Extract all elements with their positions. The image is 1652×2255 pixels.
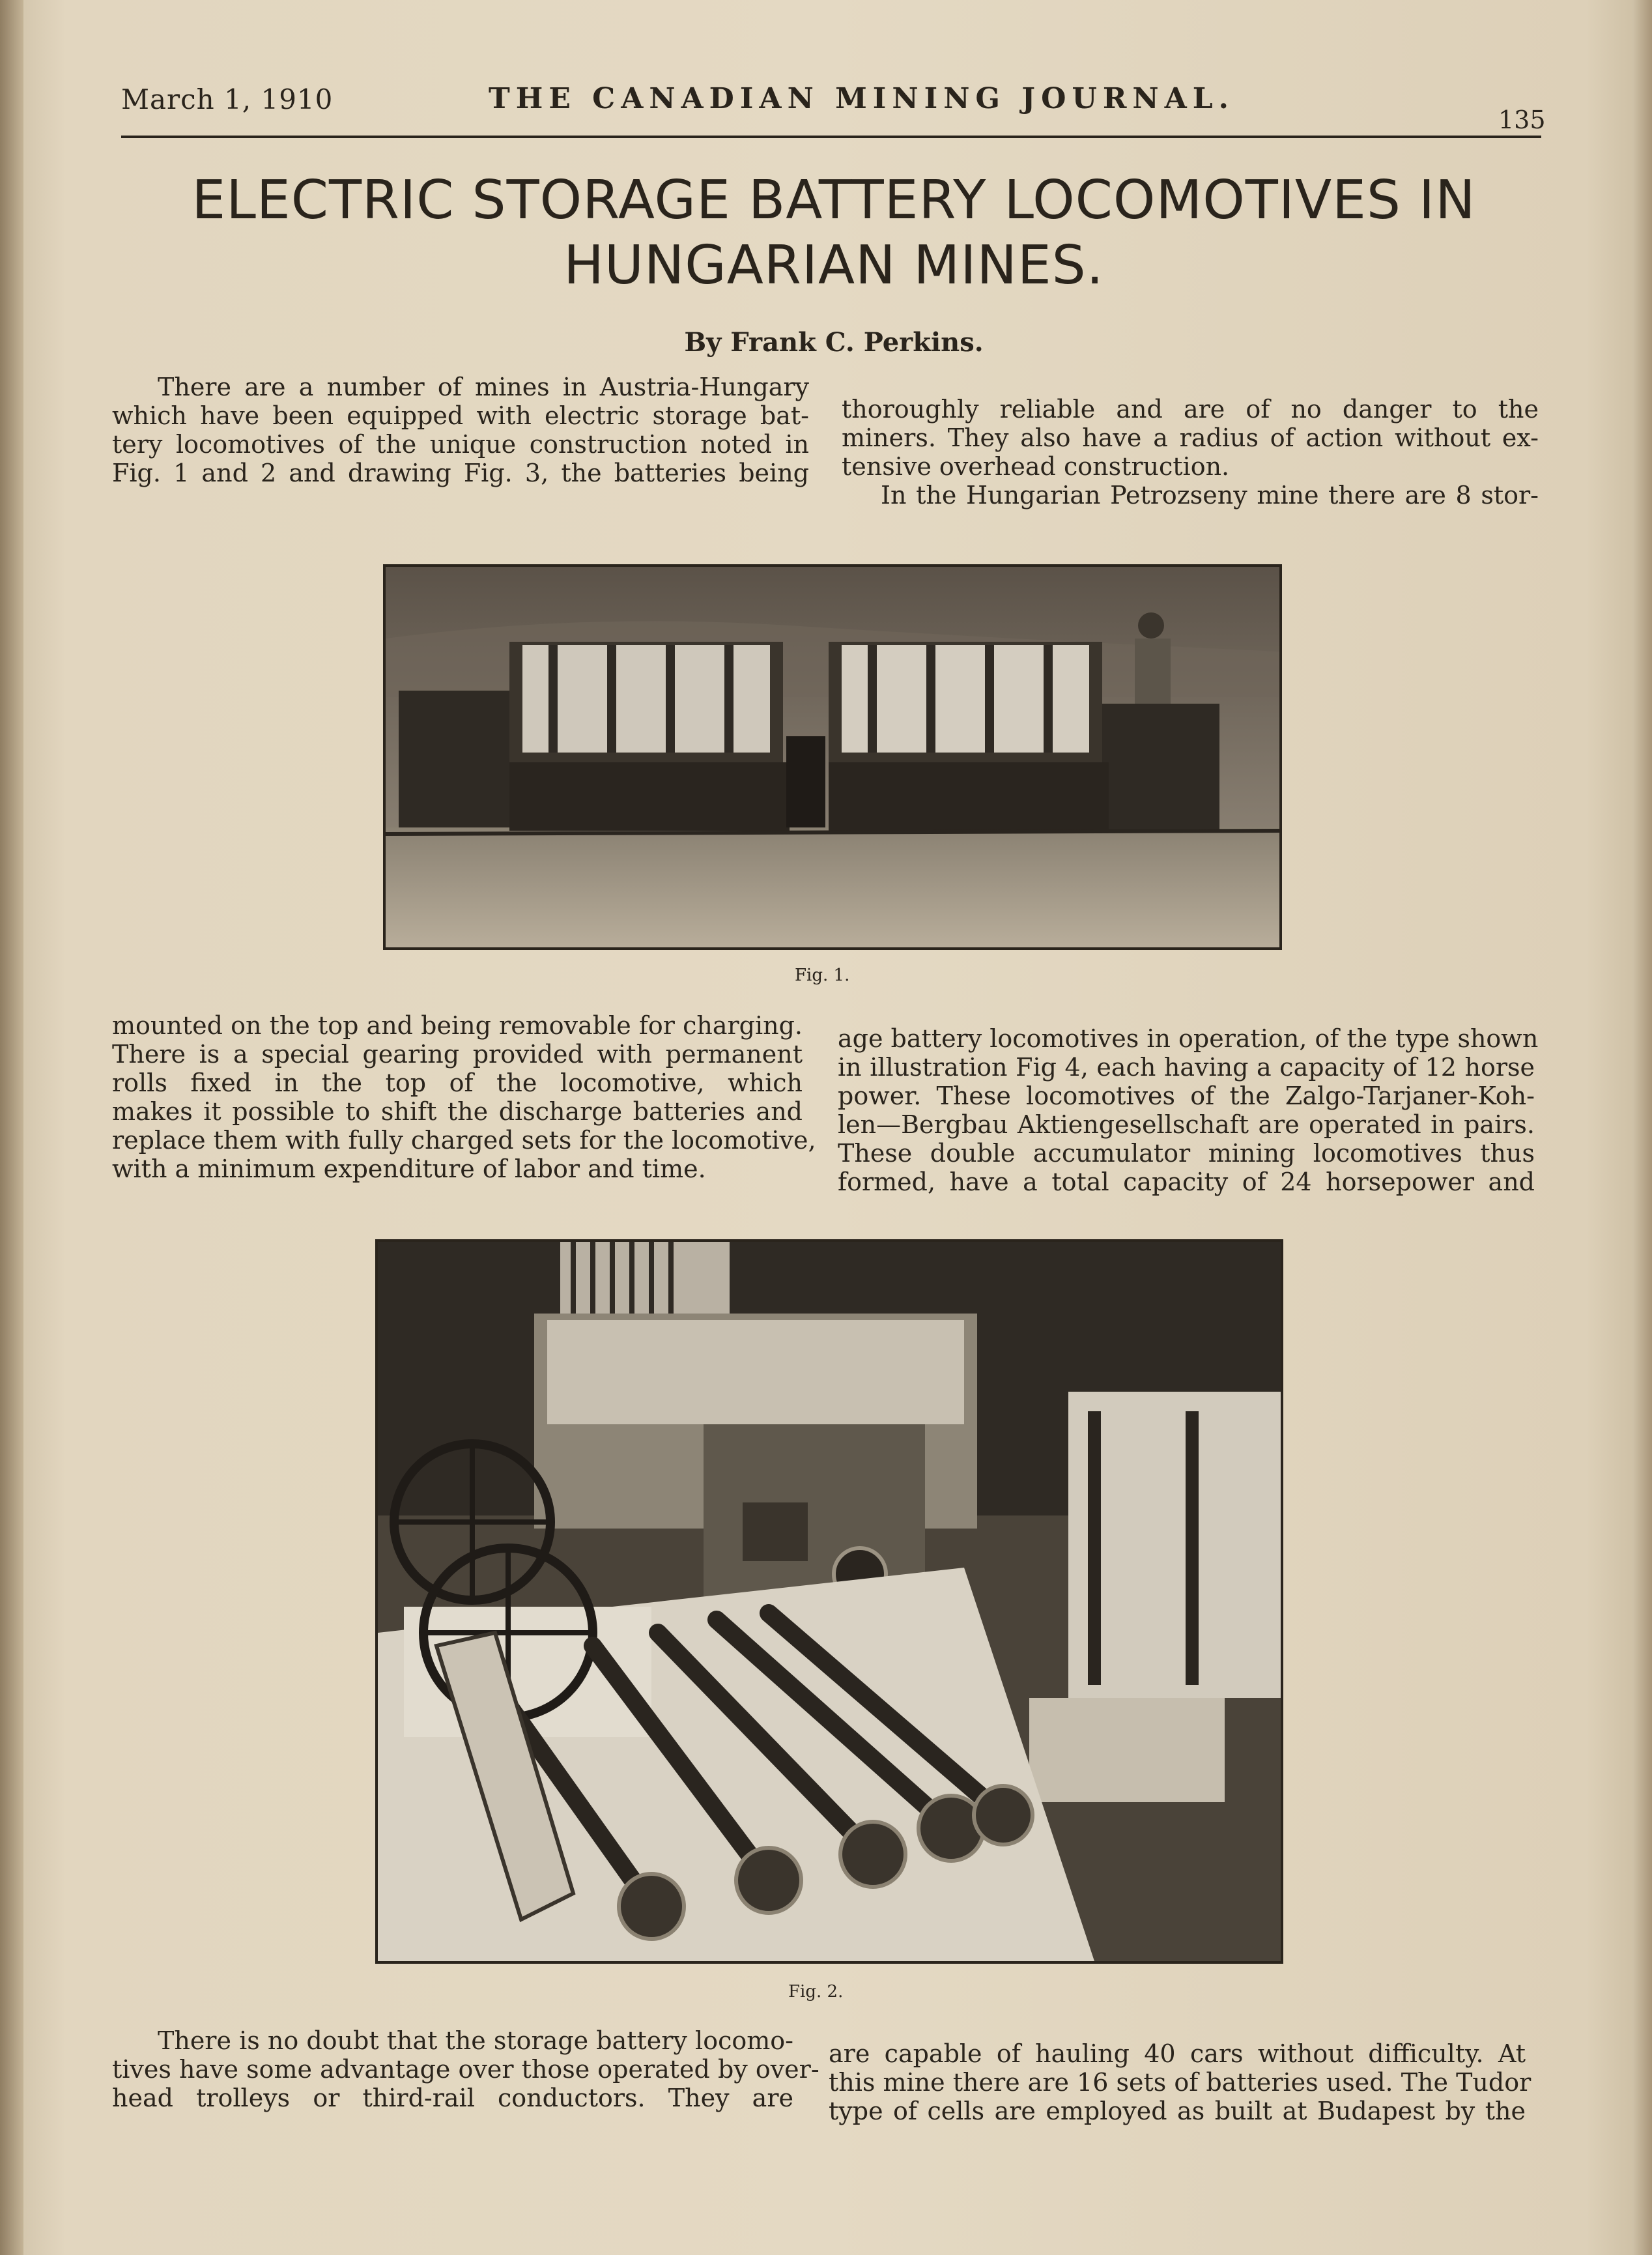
figure-1-caption: Fig. 1. <box>795 966 850 985</box>
text-line: are capable of hauling 40 cars without difficulty. At <box>829 2039 1526 2068</box>
text-line: There are a number of mines in Austria-Hungary <box>158 373 809 401</box>
text-line: tery locomotives of the unique construction noted in <box>112 430 809 459</box>
article-title <box>130 168 1537 298</box>
issue-date: March 1, 1910 <box>121 83 334 115</box>
byline: By Frank C. Perkins. <box>684 327 984 358</box>
paragraph-5 <box>838 1024 1539 1196</box>
text-line: head trolleys or third-rail conductors. They are <box>112 2084 793 2112</box>
text-line: miners. They also have a radius of action without ex- <box>842 424 1539 452</box>
figure-1-photo <box>383 564 1282 950</box>
text-line: type of cells are employed as built at Budapest by the <box>829 2097 1526 2125</box>
paragraph-4 <box>112 1011 816 1183</box>
text-line: In the Hungarian Petrozseny mine there are 8 stor- <box>881 481 1539 510</box>
text-line: with a minimum expenditure of labor and time. <box>112 1155 706 1183</box>
text-line: power. These locomotives of the Zalgo-Tarjaner-Koh- <box>838 1082 1535 1110</box>
text-line: replace them with fully charged sets for the locomotive, <box>112 1126 816 1155</box>
text-line: rolls fixed in the top of the locomotive, which <box>112 1069 803 1097</box>
binding-shadow-left <box>0 0 23 2255</box>
figure-2-caption: Fig. 2. <box>788 1982 844 2002</box>
paragraph-6 <box>112 2026 819 2112</box>
title-line-2: HUNGARIAN MINES. <box>563 235 1104 296</box>
text-line: len—Bergbau Aktiengesellschaft are operated in pairs. <box>838 1110 1535 1139</box>
text-line: thoroughly reliable and are of no danger to the <box>842 395 1539 424</box>
title-line-1: ELECTRIC STORAGE BATTERY LOCOMOTIVES IN <box>192 169 1476 231</box>
text-line: tives have some advantage over those operated by over- <box>112 2055 819 2084</box>
text-line: formed, have a total capacity of 24 horsepower and <box>838 1168 1535 1196</box>
paragraph-1 <box>112 373 809 487</box>
text-line: Fig. 1 and 2 and drawing Fig. 3, the batteries being <box>112 459 809 487</box>
binding-shadow-right <box>1632 0 1652 2255</box>
text-line: These double accumulator mining locomotives thus <box>838 1139 1535 1168</box>
text-line: which have been equipped with electric storage bat- <box>112 401 809 430</box>
text-line: mounted on the top and being removable for charging. <box>112 1011 803 1040</box>
text-line: age battery locomotives in operation, of the type shown <box>838 1024 1539 1053</box>
text-line: There is no doubt that the storage battery locomo- <box>158 2026 793 2055</box>
paragraph-3 <box>842 481 1539 510</box>
paragraph-2 <box>842 395 1539 481</box>
text-line: tensive overhead construction. <box>842 452 1230 481</box>
figure-2-photo <box>375 1239 1283 1964</box>
text-line: There is a special gearing provided with permanent <box>112 1040 803 1069</box>
journal-title: THE CANADIAN MINING JOURNAL. <box>489 82 1234 115</box>
paragraph-7 <box>829 2039 1531 2125</box>
text-line: in illustration Fig 4, each having a capacity of 12 horse <box>838 1053 1535 1082</box>
text-line: makes it possible to shift the discharge batteries and <box>112 1097 803 1126</box>
page-number: 135 <box>1498 106 1546 134</box>
text-line: this mine there are 16 sets of batteries used. The Tudor <box>829 2068 1531 2097</box>
header-rule <box>121 136 1541 138</box>
